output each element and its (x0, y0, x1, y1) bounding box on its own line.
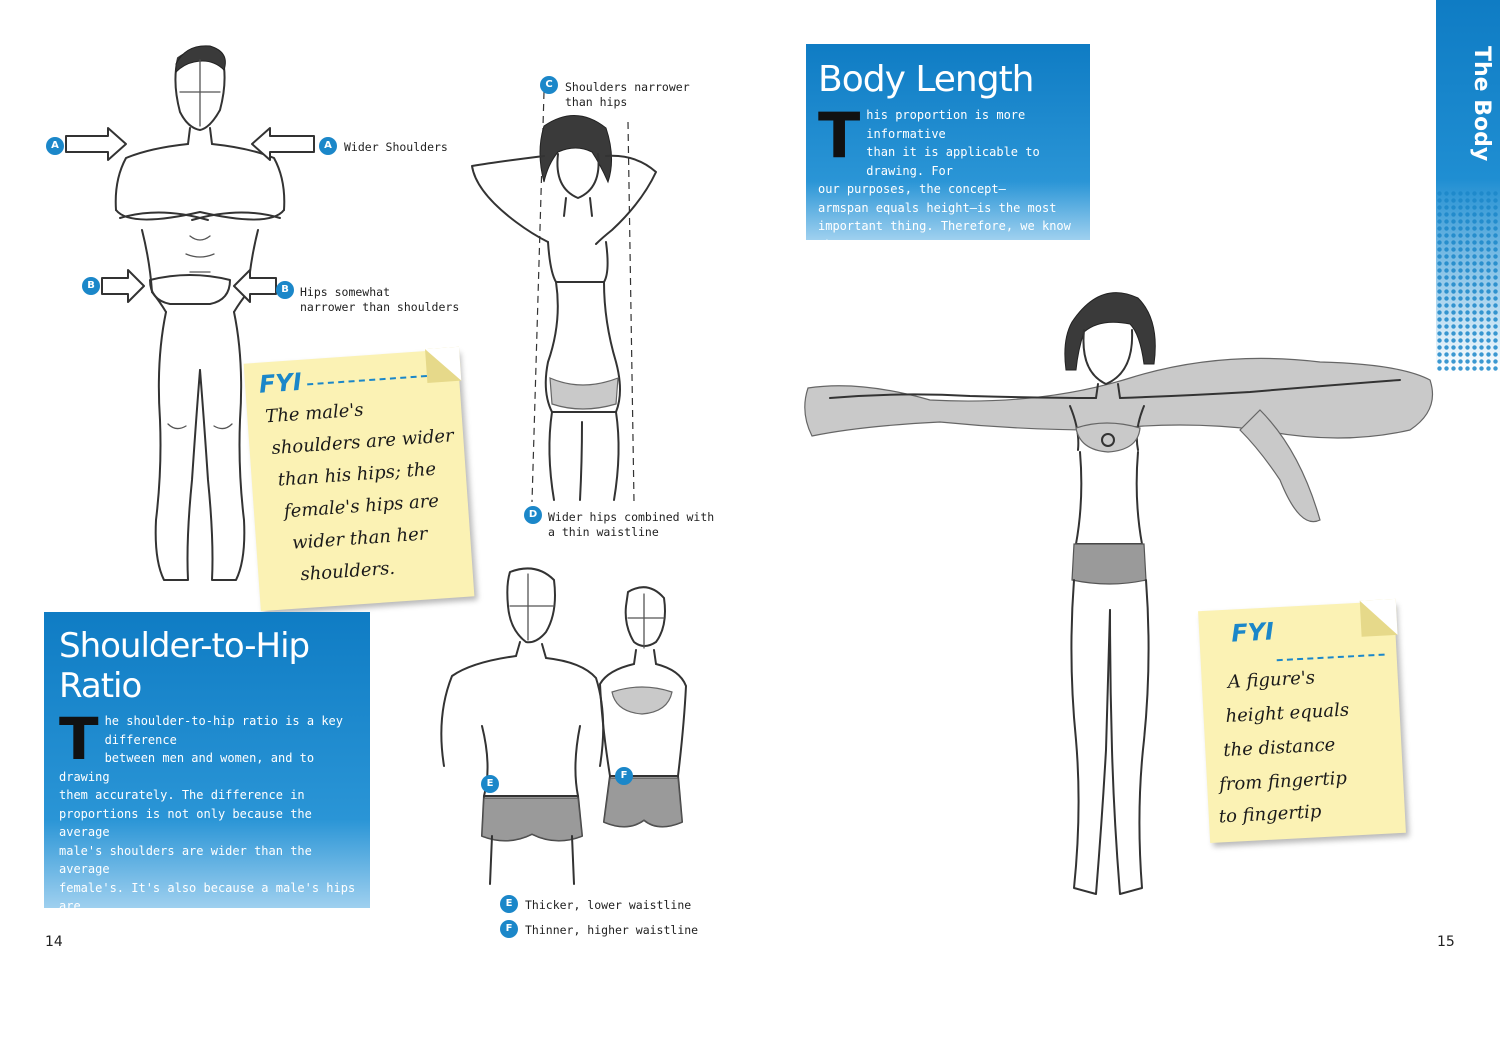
ratio-dropcap: T (59, 705, 99, 773)
callout-c-label-line1: Shoulders narrower (565, 80, 690, 94)
callout-e-marker: E (500, 895, 518, 913)
fyi-note-right (1198, 601, 1406, 843)
fyi-line-3: than his hips; the (277, 458, 437, 491)
ratio-line-8: shoulders are slightly narrower than her hips. (59, 954, 348, 987)
callout-b-label-line1: Hips somewhat (300, 285, 391, 299)
callout-c-marker: C (540, 76, 558, 94)
length-line-3: our purposes, the concept— (818, 182, 1006, 196)
fyi-line-3: the distance (1222, 734, 1336, 762)
female-figure-sketch (466, 92, 646, 502)
callout-f-label: Thinner, higher waistline (525, 923, 699, 937)
ratio-title-line2: Ratio (59, 666, 142, 706)
callout-b-right-marker: B (276, 281, 294, 299)
fyi-heading: FYI (258, 367, 303, 399)
ratio-line-1: he shoulder-to-hip ratio is a key difference (104, 714, 343, 747)
section-tab-text: The Body (1469, 46, 1494, 162)
fyi-line-1: The male's (264, 399, 365, 428)
callout-a-label: Wider Shoulders (344, 140, 448, 154)
callout-b-label-line2: narrower than shoulders (300, 300, 460, 314)
fyi-line-2: shoulders are wider (270, 425, 455, 459)
ratio-body (59, 705, 358, 1045)
fyi-line-6: shoulders. (299, 557, 396, 586)
ratio-line-6: female's. It's also because a male's hips are (59, 880, 356, 913)
fyi-line-2: height equals (1225, 699, 1350, 727)
length-line-2: than it is applicable to drawing. For (866, 145, 1040, 178)
ratio-line-5: male's shoulders are wider than the average (59, 843, 312, 876)
note-fold-corner (425, 347, 461, 383)
fyi-dashed-rule (1277, 654, 1385, 662)
page-number-right: 15 (1437, 934, 1455, 950)
hip-arrows (100, 270, 280, 306)
ratio-line-7: narrower than his shoulders, and a female's (59, 917, 305, 950)
fyi-line-4: female's hips are (283, 490, 440, 523)
ratio-title-line1: Shoulder-to-Hip (59, 626, 310, 666)
fyi-line-5: to fingertip (1218, 801, 1322, 828)
ratio-line-4: proportions is not only because the average (59, 806, 312, 839)
length-dropcap: T (818, 99, 861, 172)
length-line-1: his proportion is more informative (866, 108, 1026, 141)
fyi-dashed-rule (307, 375, 427, 385)
fyi-note-left (244, 349, 475, 611)
length-line-7: to appear correctly proportioned. (818, 293, 1057, 307)
callout-a-left-marker: A (46, 137, 64, 155)
shoulder-arrows (64, 128, 334, 168)
section-side-tab (1436, 0, 1500, 372)
callout-f-marker: F (500, 920, 518, 938)
fyi-line-4: from fingertip (1218, 767, 1348, 796)
callout-e-label: Thicker, lower waistline (525, 898, 692, 912)
halftone-dots (1436, 190, 1500, 372)
page-number-left: 14 (45, 934, 63, 950)
callout-c-label-line2: than hips (565, 95, 628, 109)
callout-d-label-line2: a thin waistline (548, 525, 659, 539)
length-line-6: the limbs require a lot of length in order (818, 256, 1079, 289)
section-tab-label (1453, 46, 1494, 162)
callout-a-right-marker: A (319, 137, 337, 155)
callout-d-marker: D (524, 506, 542, 524)
ratio-line-2: between men and women, and to drawing (59, 751, 315, 784)
length-title: Body Length (818, 59, 1034, 100)
length-line-5: important thing. Therefore, we know that (818, 219, 1071, 252)
ratio-line-3: them accurately. The difference in (59, 788, 305, 802)
length-line-4: armspan equals height—is the most (818, 200, 1057, 215)
ratio-line-9: Therefore, the female's shoulder-to-hip ratio is (59, 991, 341, 1024)
fyi-line-5: wider than her (291, 523, 429, 554)
callout-b-left-marker: B (82, 277, 100, 295)
note-fold-corner (1360, 599, 1398, 637)
callout-d-label-line1: Wider hips combined with (548, 510, 715, 524)
body-length-box (806, 44, 1090, 307)
ratio-title (59, 626, 358, 706)
ratio-line-10: the reverse of the male's. (59, 1028, 247, 1043)
callout-e-figure-marker: E (481, 775, 499, 793)
callout-f-figure-marker: F (615, 767, 633, 785)
torso-comparison-sketch (432, 566, 682, 886)
fyi-heading: FYI (1230, 617, 1275, 648)
fyi-line-1: A figure's (1227, 667, 1316, 693)
